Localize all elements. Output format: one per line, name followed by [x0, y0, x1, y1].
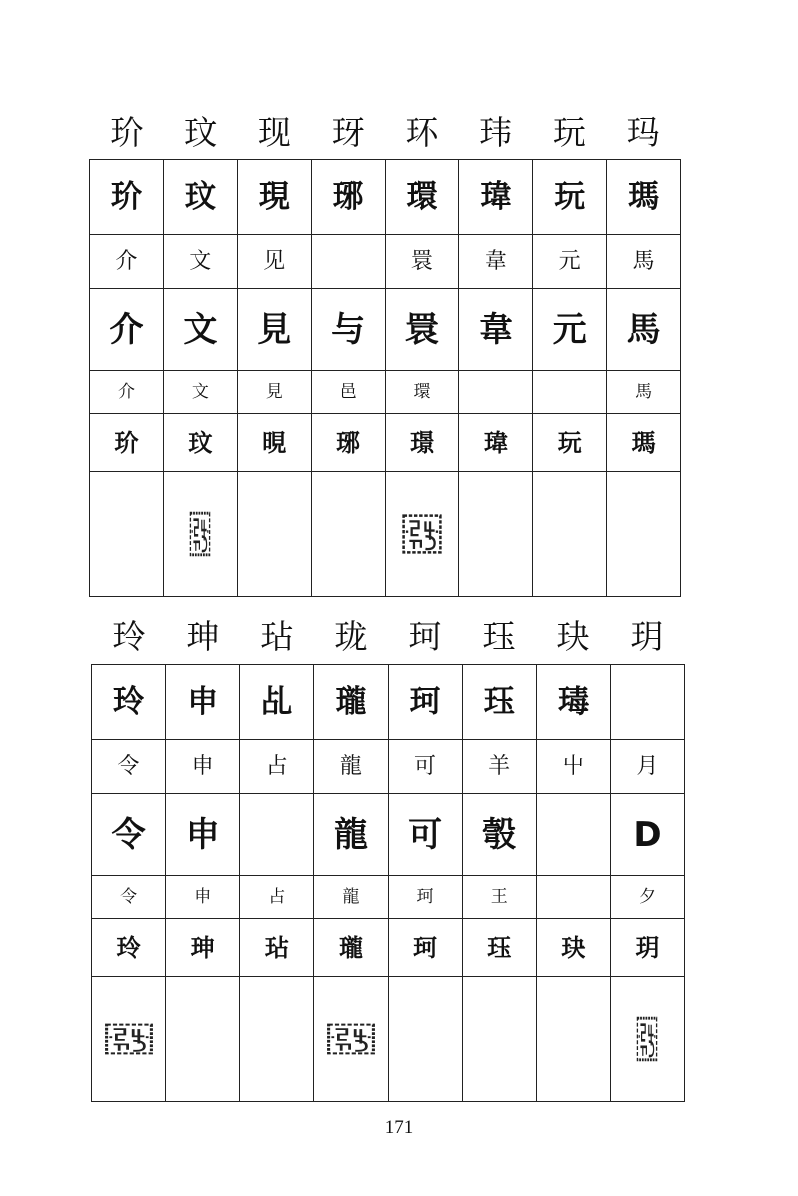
glyph-char: 琊 — [332, 178, 364, 215]
glyph-char: 彀 — [482, 814, 517, 855]
glyph-char: 月 — [636, 753, 659, 779]
glyph-char: 環 — [413, 381, 431, 402]
glyph-cell — [607, 413, 681, 472]
glyph-char: 令 — [117, 753, 140, 779]
glyph-char: 瑪 — [628, 178, 660, 215]
glyph-char: 可 — [414, 753, 437, 779]
glyph-char: 邑 — [339, 381, 357, 402]
glyph-char: 睘 — [404, 309, 439, 350]
glyph-row — [90, 289, 681, 371]
header-char: 玟 — [184, 113, 218, 152]
glyph-cell — [92, 876, 166, 918]
glyph-cell — [388, 665, 462, 740]
glyph-cell — [90, 371, 164, 413]
glyph-char: 令 — [111, 814, 146, 855]
glyph-cell — [311, 289, 385, 371]
glyph-cell — [92, 665, 166, 740]
glyph-cell — [462, 665, 536, 740]
glyph-cell — [385, 371, 459, 413]
seal-stamp-icon — [399, 511, 445, 557]
glyph-char: 現 — [258, 178, 290, 215]
glyph-cell — [462, 794, 536, 876]
glyph-cell — [536, 794, 610, 876]
glyph-char: 珏 — [483, 683, 515, 720]
glyph-char: 王 — [490, 886, 508, 907]
glyph-char: 占 — [265, 753, 288, 779]
glyph-char: 夕 — [638, 886, 656, 907]
glyph-char: 睘 — [410, 248, 433, 274]
glyph-cell — [163, 371, 237, 413]
glyph-cell — [314, 794, 388, 876]
glyph-char: 玟 — [188, 428, 213, 457]
glyph-char: 韋 — [484, 248, 507, 274]
header-char: 玠 — [110, 113, 144, 152]
glyph-cell — [459, 235, 533, 289]
glyph-cell — [311, 160, 385, 235]
glyph-cell — [610, 977, 684, 1102]
glyph-char: 申 — [191, 753, 214, 779]
glyph-char: 瓏 — [338, 933, 363, 962]
glyph-cell — [311, 371, 385, 413]
glyph-char: 見 — [265, 381, 283, 402]
glyph-cell — [388, 918, 462, 977]
header-char: 玲 — [112, 617, 146, 656]
glyph-cell — [459, 472, 533, 597]
glyph-char: 玥 — [635, 933, 660, 962]
glyph-char: 文 — [183, 309, 218, 350]
glyph-cell — [237, 289, 311, 371]
glyph-cell — [385, 289, 459, 371]
glyph-cell — [237, 413, 311, 472]
glyph-cell — [163, 289, 237, 371]
glyph-cell — [385, 472, 459, 597]
glyph-char: 珏 — [487, 933, 512, 962]
header-char: 玩 — [552, 113, 586, 152]
glyph-cell — [237, 160, 311, 235]
header-char: 玡 — [331, 113, 365, 152]
glyph-table-bottom — [91, 664, 685, 1102]
glyph-char: 文 — [189, 248, 212, 274]
glyph-cell — [314, 918, 388, 977]
glyph-row — [90, 371, 681, 413]
glyph-char: 介 — [109, 309, 144, 350]
seal-stamp-icon — [101, 1021, 157, 1057]
glyph-cell — [462, 740, 536, 794]
glyph-cell — [166, 794, 240, 876]
glyph-char: 玦 — [561, 933, 586, 962]
glyph-row — [92, 977, 685, 1102]
glyph-char: 元 — [552, 309, 587, 350]
glyph-cell — [459, 413, 533, 472]
glyph-char: 令 — [120, 886, 138, 907]
glyph-cell — [90, 472, 164, 597]
glyph-char: 见 — [263, 248, 286, 274]
page-number: 171 — [384, 1117, 414, 1138]
glyph-cell — [533, 371, 607, 413]
glyph-cell — [90, 160, 164, 235]
glyph-cell — [240, 876, 314, 918]
glyph-char: 文 — [191, 381, 209, 402]
glyph-char: 珅 — [190, 933, 215, 962]
glyph-cell — [459, 289, 533, 371]
glyph-row — [92, 918, 685, 977]
glyph-cell — [163, 413, 237, 472]
glyph-cell — [314, 665, 388, 740]
glyph-cell — [90, 235, 164, 289]
glyph-table-top — [89, 159, 681, 597]
glyph-cell — [240, 740, 314, 794]
glyph-char: 屮 — [562, 753, 585, 779]
glyph-cell — [459, 371, 533, 413]
glyph-char: 龍 — [342, 886, 360, 907]
glyph-cell — [311, 413, 385, 472]
glyph-char: 玠 — [114, 428, 139, 457]
glyph-char: 琊 — [336, 428, 361, 457]
glyph-char: 申 — [187, 683, 219, 720]
glyph-cell — [237, 235, 311, 289]
header-char: 现 — [257, 113, 291, 152]
glyph-char: 与 — [331, 309, 366, 350]
glyph-char: 元 — [558, 248, 581, 274]
glyph-cell — [163, 472, 237, 597]
glyph-cell — [166, 740, 240, 794]
glyph-cell — [536, 918, 610, 977]
header-char: 玥 — [630, 617, 664, 656]
glyph-cell — [237, 472, 311, 597]
glyph-table-body — [90, 160, 681, 597]
glyph-char: 馬 — [632, 248, 655, 274]
glyph-char: 瓏 — [335, 683, 367, 720]
glyph-row — [92, 665, 685, 740]
glyph-char: 璟 — [409, 428, 434, 457]
glyph-char: 龍 — [339, 753, 362, 779]
glyph-cell — [166, 918, 240, 977]
glyph-char: 韋 — [478, 309, 513, 350]
glyph-cell — [536, 665, 610, 740]
glyph-cell — [607, 289, 681, 371]
glyph-row — [92, 876, 685, 918]
glyph-cell — [311, 472, 385, 597]
header-char: 玦 — [556, 617, 590, 656]
glyph-cell — [385, 235, 459, 289]
glyph-char: 瑋 — [483, 428, 508, 457]
header-char: 玷 — [260, 617, 294, 656]
glyph-row — [90, 235, 681, 289]
glyph-cell — [311, 235, 385, 289]
glyph-char: 珂 — [413, 933, 438, 962]
glyph-cell — [388, 876, 462, 918]
glyph-cell — [92, 918, 166, 977]
glyph-cell — [166, 665, 240, 740]
glyph-cell — [610, 876, 684, 918]
glyph-cell — [607, 160, 681, 235]
glyph-cell — [462, 977, 536, 1102]
glyph-cell — [92, 977, 166, 1102]
glyph-cell — [385, 413, 459, 472]
glyph-cell — [92, 794, 166, 876]
header-char: 珑 — [334, 617, 368, 656]
glyph-cell — [610, 794, 684, 876]
glyph-cell — [462, 918, 536, 977]
glyph-char: 玷 — [264, 933, 289, 962]
glyph-char: 馬 — [626, 309, 661, 350]
glyph-char: 玩 — [554, 178, 586, 215]
glyph-cell — [533, 235, 607, 289]
glyph-cell — [607, 235, 681, 289]
glyph-cell — [388, 794, 462, 876]
glyph-cell — [607, 472, 681, 597]
glyph-cell — [163, 160, 237, 235]
glyph-cell — [240, 665, 314, 740]
glyph-char: 瑋 — [480, 178, 512, 215]
glyph-cell — [90, 289, 164, 371]
glyph-char: 瑪 — [631, 428, 656, 457]
header-char: 珂 — [408, 617, 442, 656]
glyph-cell — [610, 918, 684, 977]
glyph-cell — [92, 740, 166, 794]
glyph-cell — [462, 876, 536, 918]
header-char: 玛 — [626, 113, 660, 152]
glyph-char: 可 — [408, 814, 443, 855]
glyph-row — [90, 160, 681, 235]
glyph-char: 乩 — [261, 683, 293, 720]
glyph-cell — [607, 371, 681, 413]
glyph-cell — [314, 977, 388, 1102]
glyph-char: 珂 — [416, 886, 434, 907]
glyph-cell — [533, 160, 607, 235]
glyph-char: 占 — [268, 886, 286, 907]
seal-stamp-icon — [635, 1013, 659, 1065]
glyph-cell — [533, 289, 607, 371]
glyph-char: 玠 — [110, 178, 142, 215]
glyph-cell — [610, 665, 684, 740]
glyph-char: 晛 — [262, 428, 287, 457]
glyph-row — [90, 413, 681, 472]
glyph-cell — [388, 977, 462, 1102]
glyph-char: 環 — [406, 178, 438, 215]
glyph-row — [90, 472, 681, 597]
glyph-char: 珂 — [409, 683, 441, 720]
glyph-char: 申 — [185, 814, 220, 855]
glyph-char: 羊 — [488, 753, 511, 779]
glyph-char: 龍 — [333, 814, 368, 855]
glyph-char: 馬 — [635, 381, 653, 402]
header-char: 玮 — [479, 113, 513, 152]
glyph-cell — [240, 918, 314, 977]
glyph-cell — [385, 160, 459, 235]
glyph-char: D — [633, 814, 662, 855]
glyph-char: 見 — [257, 309, 292, 350]
glyph-cell — [459, 160, 533, 235]
glyph-cell — [388, 740, 462, 794]
glyph-cell — [237, 371, 311, 413]
column-headers-top — [90, 113, 680, 152]
column-headers-bottom — [92, 617, 684, 656]
glyph-char: 介 — [117, 381, 135, 402]
seal-stamp-icon — [188, 508, 212, 560]
glyph-cell — [314, 876, 388, 918]
glyph-row — [92, 740, 685, 794]
header-char: 珅 — [186, 617, 220, 656]
glyph-cell — [533, 413, 607, 472]
seal-stamp-icon — [323, 1021, 379, 1057]
glyph-char: 玲 — [113, 683, 145, 720]
glyph-cell — [240, 977, 314, 1102]
glyph-char: 介 — [115, 248, 138, 274]
glyph-char: 玩 — [557, 428, 582, 457]
glyph-cell — [166, 876, 240, 918]
glyph-cell — [163, 235, 237, 289]
glyph-cell — [536, 740, 610, 794]
glyph-char: 玟 — [184, 178, 216, 215]
glyph-char: 申 — [194, 886, 212, 907]
glyph-cell — [314, 740, 388, 794]
glyph-char: 玲 — [116, 933, 141, 962]
glyph-cell — [533, 472, 607, 597]
glyph-cell — [536, 876, 610, 918]
header-char: 环 — [405, 113, 439, 152]
glyph-cell — [240, 794, 314, 876]
glyph-cell — [610, 740, 684, 794]
glyph-row — [92, 794, 685, 876]
glyph-char: 瑇 — [557, 683, 589, 720]
header-char: 珏 — [482, 617, 516, 656]
glyph-table-body — [92, 665, 685, 1102]
glyph-cell — [90, 413, 164, 472]
glyph-cell — [166, 977, 240, 1102]
glyph-cell — [536, 977, 610, 1102]
